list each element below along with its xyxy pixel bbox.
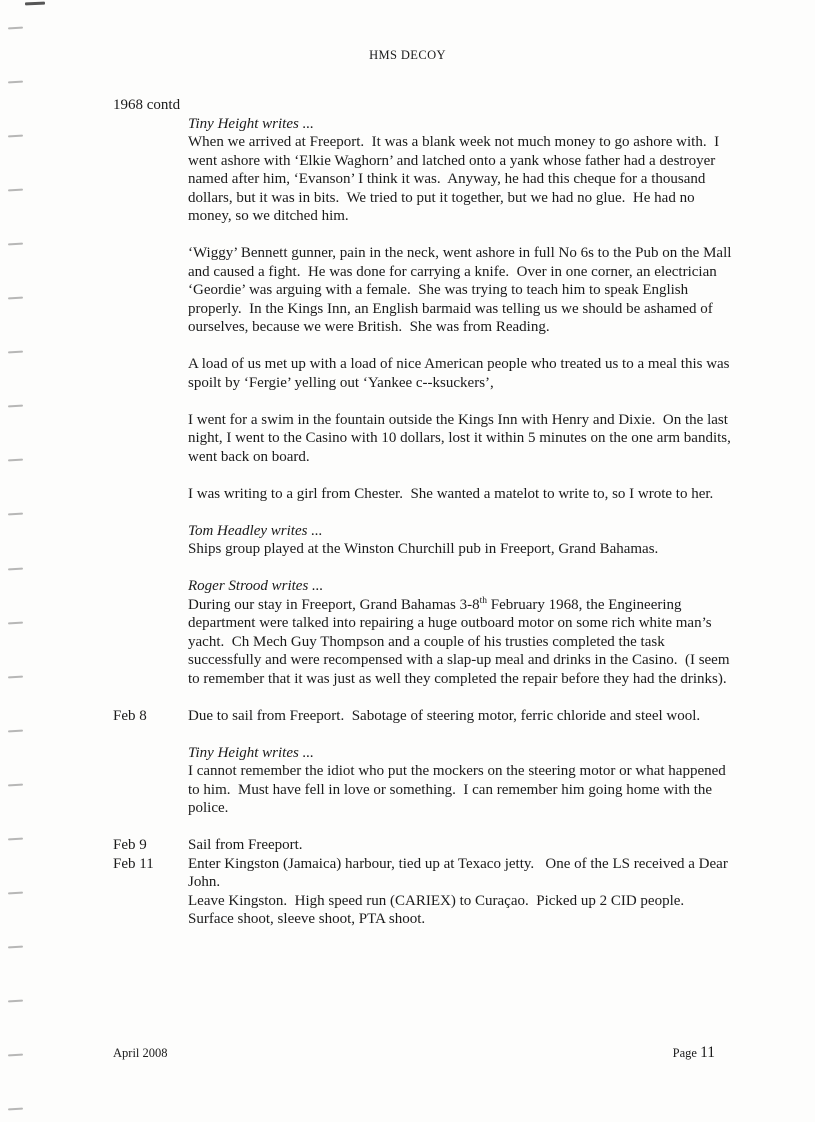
binder-hole-mark: [8, 459, 23, 462]
paragraph-row: [113, 355, 815, 392]
entry-text: Ships group played at the Winston Churchill pub in Freeport, Grand Bahamas.: [188, 541, 659, 557]
footer-page-number: [673, 1044, 715, 1062]
document-body: [113, 96, 815, 929]
binder-hole-mark: [8, 567, 23, 570]
footer-date: April 2008: [113, 1046, 168, 1060]
attribution-row: [113, 577, 815, 596]
footer-page-label: Page: [672, 1046, 697, 1060]
attribution-row: [113, 522, 815, 541]
binder-hole-mark: [8, 513, 23, 516]
footer-page-value: 11: [700, 1044, 715, 1061]
binder-hole-mark: [8, 351, 23, 354]
attribution-text: Roger Strood writes ...: [188, 578, 324, 594]
entry-text: Sail from Freeport.: [188, 837, 303, 853]
paragraph-row: [113, 762, 815, 818]
binder-hole-mark: [8, 189, 23, 192]
entry-row: [113, 855, 815, 892]
entry-text: Enter Kingston (Jamaica) harbour, tied up at Texaco jetty. One of the LS received a Dear John.: [188, 855, 732, 890]
paragraph-row: [113, 596, 815, 689]
text-segment: During our stay in Freeport, Grand Bahamas 3-8: [188, 596, 480, 613]
binder-hole-mark: [8, 891, 23, 894]
entry-date: Feb 11: [113, 855, 154, 872]
paragraph-row: [113, 540, 815, 559]
page-header-title: HMS DECOY: [369, 48, 446, 62]
entry-row: [113, 707, 815, 726]
binder-hole-mark: [8, 783, 23, 786]
entry-text: [188, 596, 740, 689]
entry-text: I went for a swim in the fountain outside the Kings Inn with Henry and Dixie. On the last night, I went to the Casino with 10 dollars, lost it within 5 minutes on the one arm bandits, went back on board.: [188, 411, 735, 465]
year-label-row: [113, 96, 815, 115]
page-footer: [113, 1044, 715, 1062]
entry-text: A load of us met up with a load of nice American people who treated us to a meal this was spoilt by ‘Fergie’ yelling out ‘Yankee c--ksuckers’,: [188, 356, 734, 391]
entry-row: [113, 836, 815, 855]
entry-date: Feb 9: [113, 837, 147, 853]
binder-hole-mark: [8, 1108, 23, 1111]
text-segment: February 1968, the Engineering department were talked into repairing a huge outboard motor on some rich white man’s yacht. Ch Mech Guy Thompson and a couple of his trusties completed the task successfully and were recompensed with a slap-up meal and drinks in the Casino. (I seem to remember that it was just as well they completed the repair before they had the drinks).: [188, 596, 734, 687]
entry-text: I was writing to a girl from Chester. She wanted a matelot to write to, so I wrote to her.: [188, 485, 714, 502]
binder-hole-mark: [8, 135, 23, 138]
paragraph-row: [113, 244, 815, 337]
attribution-row: [113, 744, 815, 763]
paragraph-row: [113, 133, 815, 226]
binder-hole-mark: [8, 81, 23, 84]
binder-hole-mark: [8, 999, 23, 1002]
binder-hole-mark: [8, 675, 23, 678]
entry-date: Feb 8: [113, 707, 147, 724]
entry-text: ‘Wiggy’ Bennett gunner, pain in the neck, went ashore in full No 6s to the Pub on the Mall and caused a fight. He was done for carrying a knife. Over in one corner, an electrician ‘Geordie’ was arguing with a female. She was trying to teach him to speak English properly. In the Kings Inn, an English barmaid was telling us we should be ashamed of ourselves, because we were British. She was from Reading.: [188, 245, 736, 335]
attribution-text: Tiny Height writes ...: [188, 115, 314, 132]
attribution-text: Tom Headley writes ...: [188, 522, 323, 539]
binder-hole-mark: [8, 1054, 23, 1057]
entry-text: When we arrived at Freeport. It was a blank week not much money to go ashore with. I went ashore with ‘Elkie Waghorn’ and latched onto a yank whose father had a destroyer named after him, ‘Evanson’ I think it was. Anyway, he had this cheque for a thousand dollars, but it was in bits. We tried to put it together, but we had no glue. He had no money, so we ditched him.: [188, 134, 723, 224]
superscript-ordinal: th: [479, 595, 487, 606]
binder-hole-mark: [8, 405, 23, 408]
binder-hole-mark: [8, 243, 23, 246]
entry-text: I cannot remember the idiot who put the mockers on the steering motor or what happened to him. Must have fell in love or something. I can remember him going home with the police.: [188, 763, 730, 816]
attribution-row: [113, 115, 815, 134]
paragraph-row: [113, 411, 815, 467]
entry-text: Leave Kingston. High speed run (CARIEX) to Curaçao. Picked up 2 CID people.: [188, 892, 685, 909]
entry-text: Due to sail from Freeport. Sabotage of steering motor, ferric chloride and steel wool.: [188, 707, 701, 724]
binder-hole-mark: [8, 621, 23, 624]
entry-text: Surface shoot, sleeve shoot, PTA shoot.: [188, 911, 426, 927]
paragraph-row: [113, 485, 815, 504]
attribution-text: Tiny Height writes ...: [188, 744, 314, 761]
binder-hole-mark: [8, 945, 23, 948]
binder-hole-mark: [8, 297, 23, 300]
paragraph-row: [113, 892, 815, 911]
binder-hole-mark: [8, 729, 23, 732]
year-label: 1968 contd: [113, 97, 181, 113]
binder-hole-mark: [8, 837, 23, 840]
paragraph-row: [113, 910, 815, 929]
